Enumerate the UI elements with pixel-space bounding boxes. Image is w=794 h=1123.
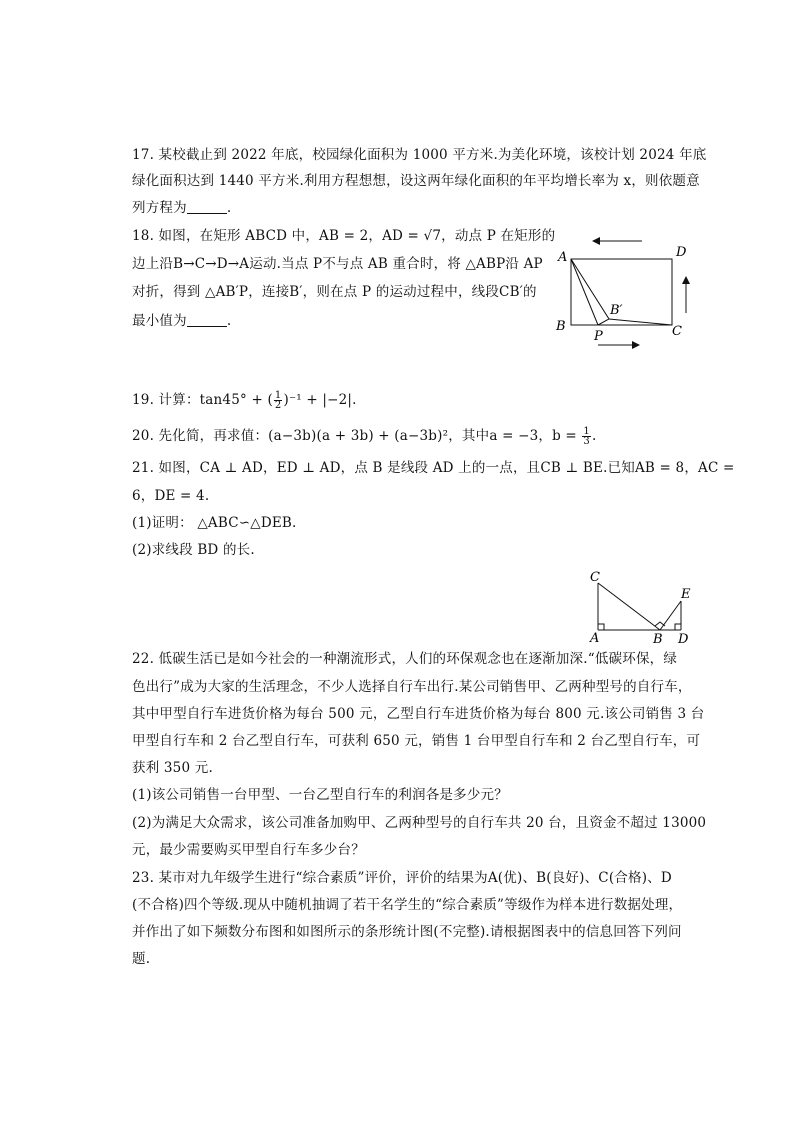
q22-line-5: 获利 350 元. — [132, 760, 213, 776]
label-c: C — [590, 570, 600, 585]
label-a: A — [590, 631, 600, 646]
q21-part-1: (1)证明： △ABC∽△DEB. — [132, 515, 297, 531]
label-d: D — [676, 245, 687, 260]
q20-frac-den: 3 — [583, 436, 590, 447]
right-angle-a — [598, 624, 604, 630]
q19-fraction — [274, 391, 283, 410]
q18-line-4-text: 最小值为 — [132, 313, 187, 329]
q18-line-1: 18. 如图，在矩形 ABCD 中，AB = 2，AD = √7，动点 P 在矩形的 — [132, 228, 556, 244]
label-b: B — [556, 319, 566, 334]
q18-answer-blank — [187, 312, 227, 327]
q18-rectangle-figure — [550, 228, 700, 353]
label-d: D — [678, 632, 689, 647]
q21-line-1: 21. 如图，CA ⊥ AD，ED ⊥ AD，点 B 是线段 AD 上的一点，且CB ⊥ BE.已知AB = 8，AC = — [132, 460, 735, 476]
label-e: E — [681, 587, 691, 602]
q21-part-2: (2)求线段 BD 的长. — [132, 542, 255, 558]
right-angle-b — [655, 622, 665, 626]
q17-line-3-end: . — [226, 200, 232, 216]
q20-fraction — [582, 427, 591, 446]
label-b: B — [653, 632, 663, 647]
right-angle-d — [675, 624, 681, 630]
q19-frac-den: 2 — [274, 400, 282, 411]
q22-line-4: 甲型自行车和 2 台乙型自行车，可获利 650 元，销售 1 台甲型自行车和 2 台乙型自行车，可 — [132, 733, 701, 749]
q23-line-2: (不合格)四个等级.现从中随机抽调了若干名学生的“综合素质”等级作为样本进行数据处理， — [132, 897, 683, 913]
q20-prefix: 20. 先化简，再求值：(a−3b)(a + 3b) + (a−3b)²，其中a = −3，b = — [132, 428, 582, 444]
q19-frac-num: 1 — [274, 390, 282, 401]
q23-line-3: 并作出了如下频数分布图和如图所示的条形统计图(不完整).请根据图表中的信息回答下列问 — [132, 924, 682, 940]
q20-frac-num: 1 — [583, 426, 590, 437]
q21-line-2: 6，DE = 4. — [132, 488, 210, 504]
q22-line-2: 色出行”成为大家的生活理念，不少人选择自行车出行.某公司销售甲、乙两种型号的自行车， — [132, 679, 692, 695]
label-c: C — [672, 324, 682, 339]
q18-line-4 — [132, 311, 231, 331]
q19-line — [132, 390, 357, 410]
q20-suffix: . — [591, 428, 597, 444]
q23-line-4: 题. — [132, 951, 151, 967]
q17-line-3 — [132, 198, 231, 218]
q18-line-2: 边上沿B→C→D→A运动.当点 P不与点 AB 重合时，将 △ABP沿 AP — [132, 256, 543, 272]
segment-ap — [571, 259, 598, 325]
segment-be — [660, 601, 681, 630]
q22-part-1: (1)该公司销售一台甲型、一台乙型自行车的利润各是多少元？ — [132, 787, 508, 803]
q17-answer-blank — [187, 199, 227, 214]
q21-triangles-figure — [585, 568, 695, 648]
q17-line-1: 17. 某校截止到 2022 年底，校园绿化面积为 1000 平方米.为美化环境，该校计划 2024 年底 — [132, 147, 707, 163]
q17-line-2: 绿化面积达到 1440 平方米.利用方程想想，设这两年绿化面积的年平均增长率为 x，则依题意 — [132, 173, 700, 189]
q19-suffix: )⁻¹ + |−2|. — [283, 392, 357, 408]
label-a: A — [558, 250, 568, 265]
q17-line-3-text: 列方程为 — [132, 200, 187, 216]
q18-line-4-end: . — [226, 313, 232, 329]
label-p: P — [594, 329, 603, 344]
q18-line-3: 对折，得到 △AB′P，连接B′，则在点 P 的运动过程中，线段CB′的 — [132, 284, 537, 300]
segment-cb1 — [609, 319, 672, 325]
segment-cb — [598, 583, 660, 630]
q23-line-1: 23. 某市对九年级学生进行“综合素质”评价，评价的结果为A(优)、B(良好)、C(合格)、D — [132, 870, 672, 886]
q22-line-3: 其中甲型自行车进货价格为每台 500 元，乙型自行车进货价格为每台 800 元.该公司销售 3 台 — [132, 706, 705, 722]
label-b-prime: B′ — [610, 303, 623, 318]
q22-line-1: 22. 低碳生活已是如今社会的一种潮流形式，人们的环保观念也在逐渐加深.“低碳环保，绿 — [132, 651, 678, 667]
q19-prefix: 19. 计算：tan45° + ( — [132, 392, 273, 408]
triangle-ab1p — [571, 259, 609, 325]
q22-part-2a: (2)为满足大众需求，该公司准备加购甲、乙两种型号的自行车共 20 台，且资金不超过 13000 — [132, 815, 707, 831]
q22-part-2b: 元，最少需要购买甲型自行车多少台？ — [132, 842, 365, 858]
q20-line — [132, 426, 596, 446]
